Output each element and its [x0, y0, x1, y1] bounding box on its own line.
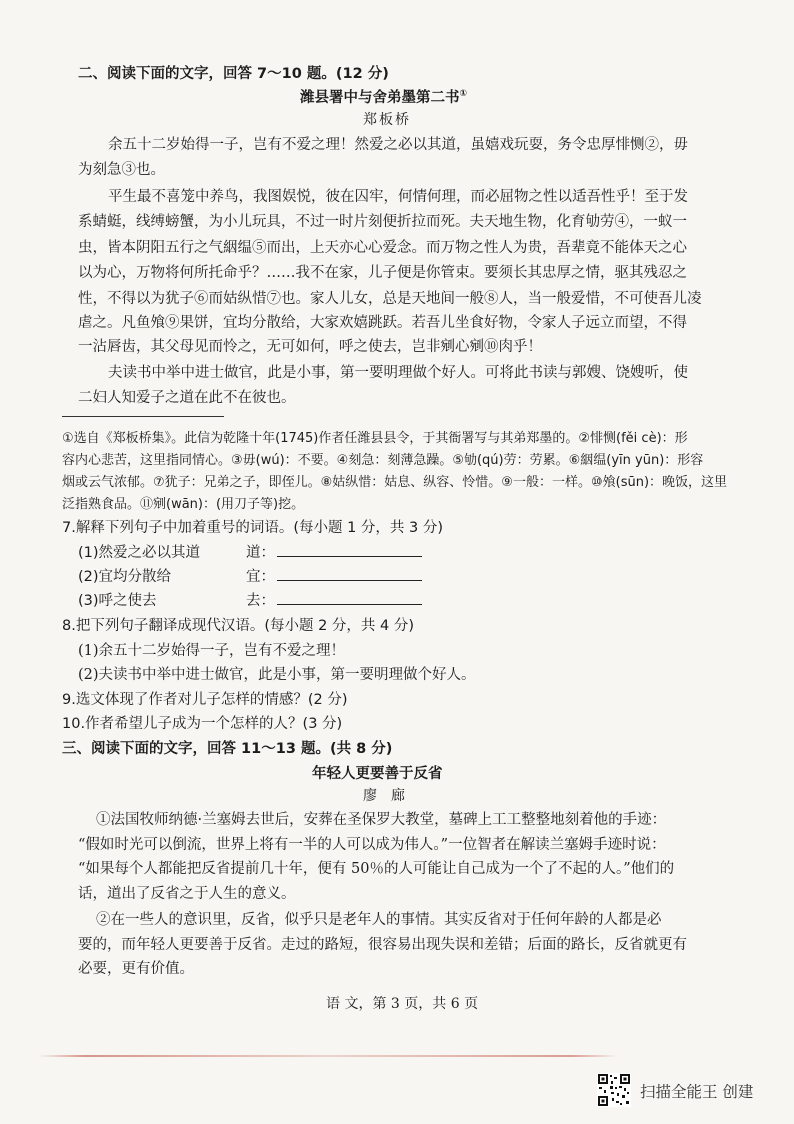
section-heading: 二、阅读下面的文字，回答 7～10 题。(12 分) [78, 66, 389, 82]
q7-answer-row [246, 589, 422, 610]
q7-word: 宜： [246, 569, 275, 585]
body-line: ②在一些人的意识里，反省，似乎只是老年人的事情。其实反省对于任何年龄的人都是必 [96, 912, 662, 928]
question-9: 9.选文体现了作者对儿子怎样的情感？(2 分) [62, 692, 348, 708]
footnote-line: 泛指熟食品。⑪剜(wān)：(用刀子等)挖。 [62, 497, 305, 512]
q7-word: 去： [246, 593, 275, 609]
body-line: 虐之。凡鱼飧⑨果饼，宜均分散给，大家欢嬉跳跃。若吾儿坐食好物，令家人子远立而望，不得 [78, 315, 687, 331]
answer-blank[interactable] [277, 566, 422, 581]
body-line: 一沾唇齿，其父母见而怜之，无可如何，呼之使去，岂非剜心剜⑩肉乎！ [78, 339, 542, 355]
question-8-stem: 8.把下列句子翻译成现代汉语。(每小题 2 分，共 4 分) [62, 618, 415, 634]
passage-title: 年轻人更要善于反省 [312, 766, 443, 782]
passage-author: 廖 廊 [363, 788, 405, 804]
q7-sentence: (2)宜均分散给 [78, 569, 172, 585]
page-number: 语 文，第 3 页，共 6 页 [326, 996, 479, 1012]
question-8-item: (2)夫读书中举中进士做官，此是小事，第一要明理做个好人。 [78, 667, 476, 683]
q7-sentence: (3)呼之使去 [78, 593, 157, 609]
question-7-stem: 7.解释下列句子中加着重号的词语。(每小题 1 分，共 3 分) [62, 520, 444, 536]
passage-title-text: 潍县署中与舍弟墨第二书 [300, 90, 460, 106]
q7-sentence: (1)然爱之必以其道 [78, 545, 201, 561]
qr-code-icon [597, 1073, 631, 1107]
body-line: “假如时光可以倒流，世界上将有一半的人可以成为伟人。”一位智者在解读兰塞姆手迹时说： [78, 837, 666, 853]
body-line: 虫，皆本阴阳五行之气絪缊⑤而出，上天亦心心爱念。而万物之性人为贵，吾辈竟不能体天之心 [78, 240, 687, 256]
body-line: 二妇人知爱子之道在此不在彼也。 [78, 390, 296, 406]
footnote-line: ①选自《郑板桥集》。此信为乾隆十年(1745)作者任潍县县令，于其衙署写与其弟郑墨的。②悱恻(fěi cè)：形 [62, 431, 688, 446]
answer-blank[interactable] [277, 590, 422, 605]
passage-title [300, 86, 467, 107]
question-7-item [78, 541, 200, 562]
scan-edge-line [38, 1055, 618, 1057]
body-line: 要的，而年轻人更要善于反省。走过的路短，很容易出现失误和差错；后面的路长，反省就更有 [78, 937, 687, 953]
section-heading: 三、阅读下面的文字，回答 11～13 题。(共 8 分) [62, 741, 393, 757]
body-line: 话，道出了反省之于人生的意义。 [78, 886, 296, 902]
footnote-divider [62, 416, 224, 417]
body-line: 以为心，万物将何所托命乎？……我不在家，儿子便是你管束。要须长其忠厚之情，驱其残忍之 [78, 265, 687, 281]
question-10: 10.作者希望儿子成为一个怎样的人？(3 分) [62, 716, 343, 732]
body-line: 必要，更有价值。 [78, 961, 194, 977]
q7-word: 道： [246, 545, 275, 561]
q7-answer-row [246, 541, 422, 562]
body-line: ①法国牧师纳德·兰塞姆去世后，安葬在圣保罗大教堂，墓碑上工工整整地刻着他的手迹： [96, 812, 667, 828]
body-line: 系蜻蜓，线缚螃蟹，为小儿玩具，不过一时片刻便折拉而死。夫天地生物，化育劬劳④，一蚁一 [78, 214, 687, 230]
scanner-watermark: 扫描全能王 创建 [640, 1083, 754, 1101]
question-7-item [78, 565, 171, 586]
footnote-line: 容内心悲苦，这里指同情心。③毋(wú)：不要。④刻急：刻薄急躁。⑤劬(qú)劳：劳累。⑥絪缊(yīn yūn)：形容 [62, 453, 704, 468]
body-line: 夫读书中举中进士做官，此是小事，第一要明理做个好人。可将此书读与郭嫂、饶嫂听，使 [108, 365, 688, 381]
answer-blank[interactable] [277, 542, 422, 557]
body-line: “如果每个人都能把反省提前几十年，便有 50％的人可能让自己成为一个了不起的人。”他们的 [78, 861, 675, 877]
q7-answer-row [246, 565, 422, 586]
body-line: 性，不得以为犹子⑥而姑纵惜⑦也。家人儿女，总是天地间一般⑧人，当一般爱惜，不可使吾儿凌 [78, 291, 702, 307]
passage-author: 郑板桥 [363, 112, 411, 128]
footnote-line: 烟或云气浓郁。⑦犹子：兄弟之子，即侄儿。⑧姑纵惜：姑息、纵容、怜惜。⑨一般：一样。⑩飧(sūn)：晚饭，这里 [62, 475, 728, 490]
body-line: 余五十二岁始得一子，岂有不爱之理！然爱之必以其道，虽嬉戏玩耍，务令忠厚悱恻②，毋 [108, 137, 688, 153]
body-line: 平生最不喜笼中养鸟，我图娱悦，彼在囚牢，何情何理，而必屈物之性以适吾性乎！至于发 [108, 189, 688, 205]
question-8-item: (1)余五十二岁始得一子，岂有不爱之理！ [78, 643, 346, 659]
question-7-item [78, 589, 157, 610]
body-line: 为刻急③也。 [78, 162, 165, 178]
passage-title-note: ① [459, 89, 468, 100]
